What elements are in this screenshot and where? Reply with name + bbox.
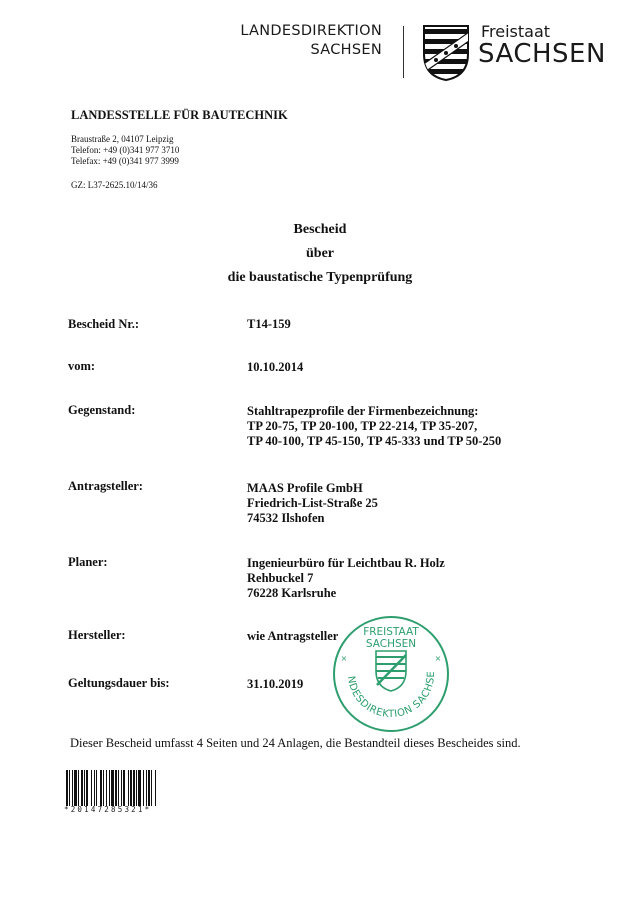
barcode-bar <box>111 770 114 806</box>
authority-name-line1: LANDESDIREKTION <box>240 23 382 39</box>
barcode-bar <box>103 770 104 806</box>
office-phone: Telefon: +49 (0)341 977 3710 <box>71 145 180 155</box>
stamp-top-line2: SACHSEN <box>365 638 417 650</box>
barcode-bar <box>86 770 88 806</box>
official-stamp <box>330 613 452 735</box>
bescheid-nr-value: T14-159 <box>247 317 291 331</box>
barcode-bar <box>128 770 129 806</box>
barcode-bar <box>109 770 110 806</box>
stamp-star-right: × <box>434 654 442 663</box>
subject-line: Stahltrapezprofile der Firmenbezeichnung: <box>247 404 479 418</box>
barcode-bar <box>81 770 83 806</box>
header-divider <box>403 26 404 78</box>
barcode-bar <box>130 770 132 806</box>
barcode-bar <box>66 770 68 806</box>
bescheid-nr-label: Bescheid Nr.: <box>68 317 140 331</box>
date-label: vom: <box>68 359 96 373</box>
title-line-1: Bescheid <box>293 222 347 237</box>
stamp-star-left: × <box>340 654 348 663</box>
office-name: LANDESSTELLE FÜR BAUTECHNIK <box>71 108 288 122</box>
barcode-bar <box>94 770 95 806</box>
planner-line: Rehbuckel 7 <box>247 571 314 585</box>
manufacturer-label: Hersteller: <box>68 628 126 642</box>
barcode-bar <box>121 770 122 806</box>
barcode-bar <box>136 770 137 806</box>
stamp-ring-text: NDESDIREKTION SACHSE <box>344 670 438 721</box>
stamp-crest-icon <box>376 651 406 691</box>
subject-value <box>247 404 501 449</box>
stamp-top-line1: FREISTAAT <box>363 626 419 638</box>
planner-value <box>247 556 445 601</box>
date-value: 10.10.2014 <box>247 360 304 374</box>
barcode-bar <box>146 770 147 806</box>
planner-label: Planer: <box>68 555 108 569</box>
barcode <box>66 770 194 806</box>
applicant-label: Antragsteller: <box>68 479 143 493</box>
office-address: Braustraße 2, 04107 Leipzig <box>71 134 174 144</box>
barcode-bar <box>106 770 107 806</box>
validity-value: 31.10.2019 <box>247 677 304 691</box>
barcode-bar <box>151 770 152 806</box>
barcode-bar <box>133 770 135 806</box>
barcode-bar <box>123 770 125 806</box>
barcode-bar <box>115 770 117 806</box>
barcode-bar <box>74 770 77 806</box>
planner-line: 76228 Karlsruhe <box>247 586 337 600</box>
barcode-bar <box>72 770 73 806</box>
applicant-line: Friedrich-List-Straße 25 <box>247 496 378 510</box>
barcode-bar <box>96 770 97 806</box>
planner-line: Ingenieurbüro für Leichtbau R. Holz <box>247 556 445 570</box>
barcode-bar <box>91 770 92 806</box>
saxony-coat-of-arms-icon <box>422 24 470 82</box>
applicant-value <box>247 481 378 526</box>
barcode-bar <box>100 770 102 806</box>
authority-name-line2: SACHSEN <box>310 42 382 58</box>
reference-number: GZ: L37-2625.10/14/36 <box>71 180 158 190</box>
barcode-number: *20147285321* <box>64 805 152 814</box>
applicant-line: 74532 Ilshofen <box>247 511 325 525</box>
office-fax: Telefax: +49 (0)341 977 3999 <box>71 156 179 166</box>
barcode-bar <box>155 770 156 806</box>
subject-line: TP 40-100, TP 45-150, TP 45-333 und TP 50-250 <box>247 434 502 448</box>
barcode-bar <box>148 770 150 806</box>
barcode-bar <box>78 770 79 806</box>
state-name-big: SACHSEN <box>478 39 606 69</box>
barcode-bar <box>138 770 141 806</box>
subject-label: Gegenstand: <box>68 403 136 417</box>
title-line-2: über <box>306 246 334 261</box>
manufacturer-value: wie Antragsteller <box>247 629 339 643</box>
title-line-3: die baustatische Typenprüfung <box>227 270 413 285</box>
validity-label: Geltungsdauer bis: <box>68 676 170 690</box>
subject-line: TP 20-75, TP 20-100, TP 22-214, TP 35-207, <box>247 419 478 433</box>
barcode-bar <box>69 770 70 806</box>
state-name-small: Freistaat <box>481 22 551 41</box>
barcode-bar <box>84 770 85 806</box>
applicant-line: MAAS Profile GmbH <box>247 481 363 495</box>
barcode-bar <box>118 770 119 806</box>
footer-statement: Dieser Bescheid umfasst 4 Seiten und 24 Anlagen, die Bestandteil dieses Bescheides sind. <box>70 736 521 750</box>
authority-name <box>212 22 382 60</box>
barcode-bar <box>143 770 144 806</box>
